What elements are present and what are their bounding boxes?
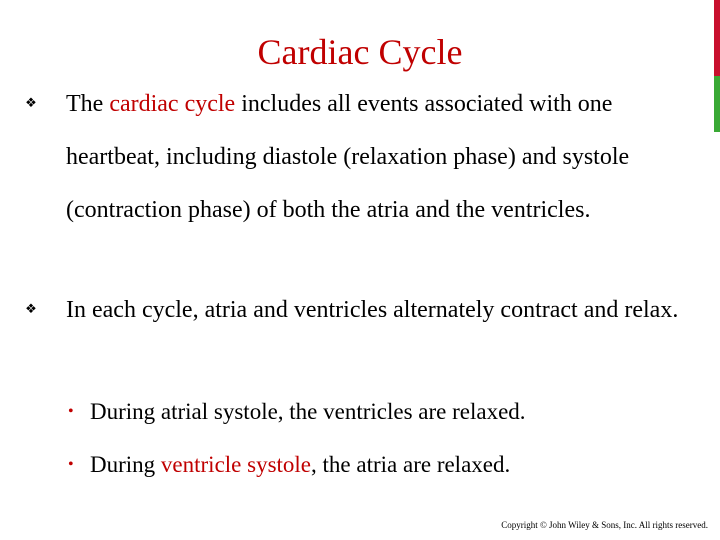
accent-bar-green bbox=[714, 76, 720, 132]
sub-bullet-2-text-before: During bbox=[90, 452, 161, 477]
sub-bullet-item-1 bbox=[68, 398, 526, 426]
dot-icon: • bbox=[68, 403, 74, 420]
diamond-ornament-icon: ❖ bbox=[25, 301, 37, 316]
diamond-ornament-icon: ❖ bbox=[25, 95, 37, 110]
bullet-1-text-before: The bbox=[66, 91, 110, 117]
sub-bullet-2-text-after: , the atria are relaxed. bbox=[311, 452, 511, 477]
bullet-1-text-after: includes all events associated with one heartbeat, including diastole (relaxation phase) and systole (contraction phase) of both the atria and the ventricles. bbox=[66, 91, 630, 223]
bullet-item-1 bbox=[25, 78, 686, 237]
bullet-2-text: In each cycle, atria and ventricles alternately contract and relax. bbox=[66, 297, 679, 323]
copyright-notice: Copyright © John Wiley & Sons, Inc. All rights reserved. bbox=[501, 520, 708, 530]
sub-bullet-item-2 bbox=[68, 451, 511, 479]
dot-icon: • bbox=[68, 456, 74, 473]
sub-bullet-1-text: During atrial systole, the ventricles are relaxed. bbox=[90, 399, 526, 424]
bullet-item-2 bbox=[25, 284, 686, 337]
highlight-ventricle-systole: ventricle systole bbox=[160, 452, 312, 477]
highlight-cardiac-cycle: cardiac cycle bbox=[109, 91, 236, 117]
slide-title: Cardiac Cycle bbox=[257, 32, 463, 72]
